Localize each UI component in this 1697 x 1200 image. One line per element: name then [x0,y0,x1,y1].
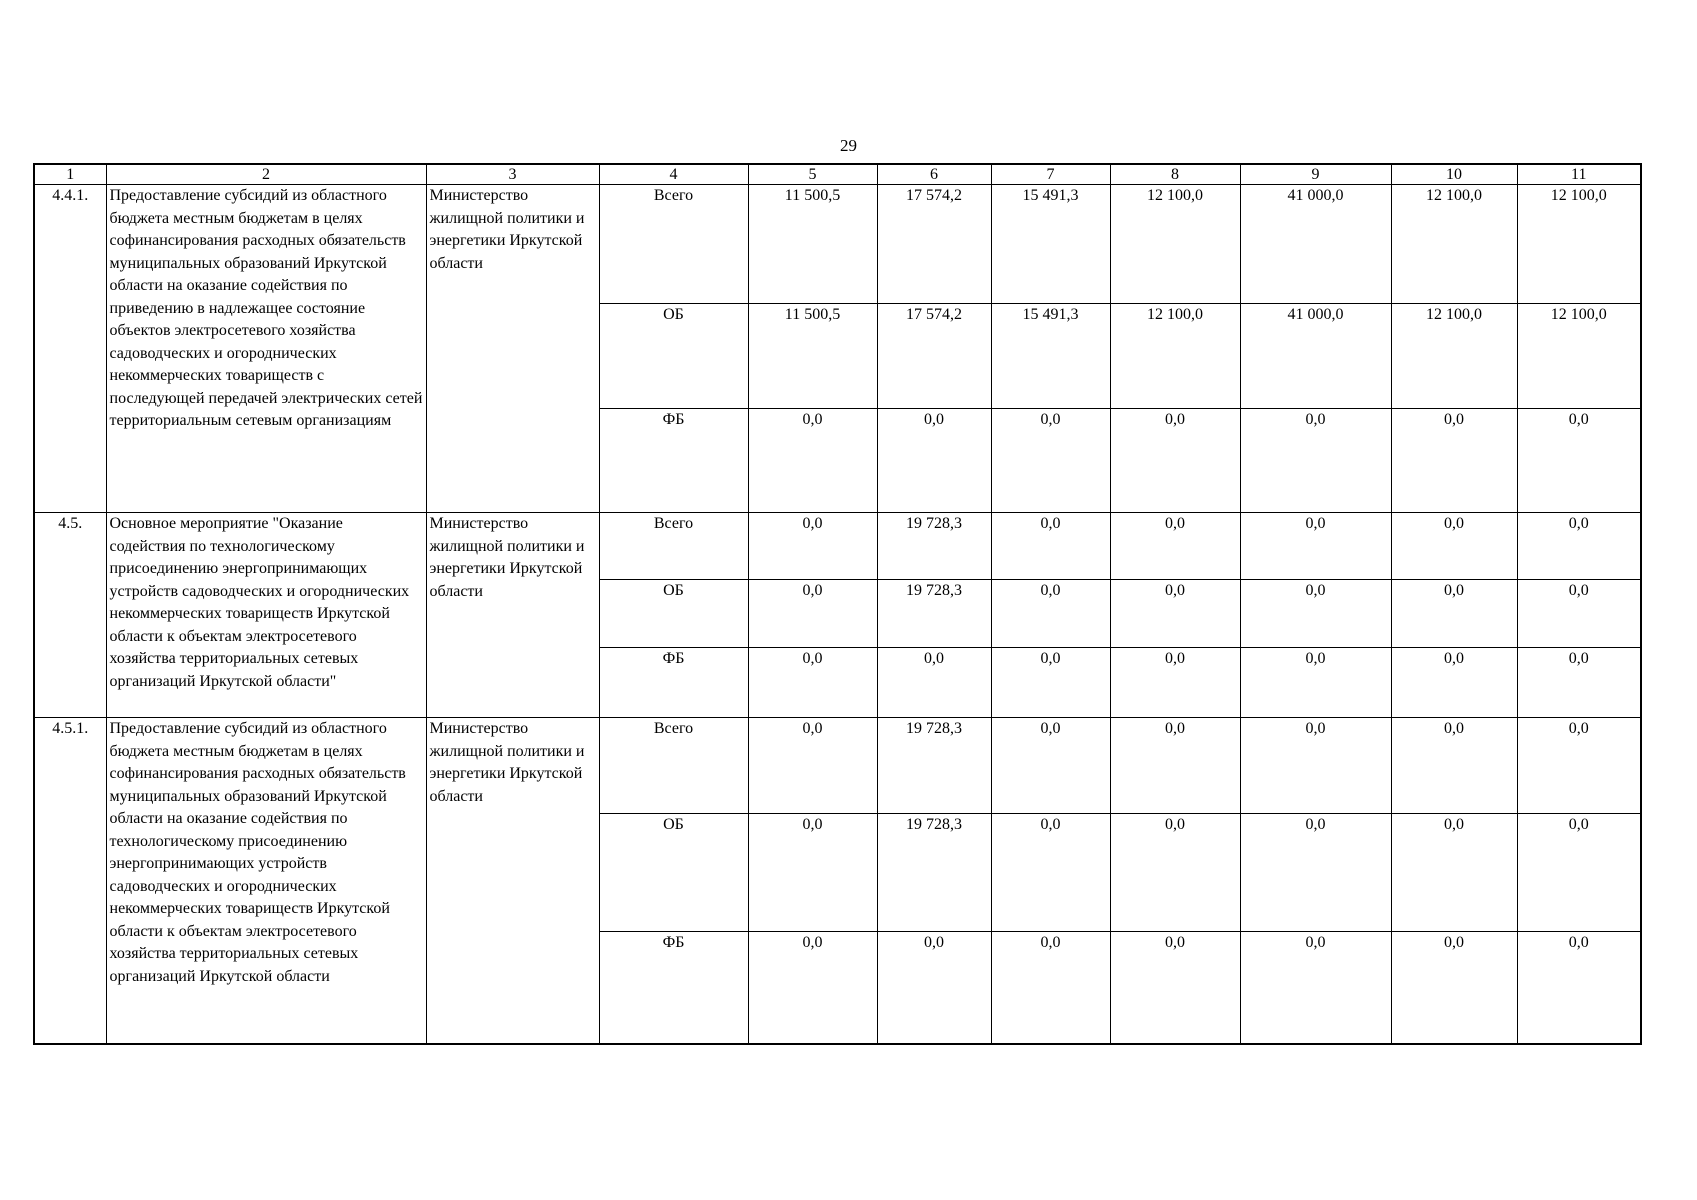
value-cell: 0,0 [1391,648,1517,718]
value-cell: 0,0 [1110,718,1240,814]
value-cell: 0,0 [1517,580,1641,648]
value-cell: 15 491,3 [991,185,1110,304]
value-cell: 19 728,3 [877,580,991,648]
value-cell: 0,0 [1240,718,1391,814]
value-cell: 0,0 [1240,580,1391,648]
value-cell: 0,0 [1391,513,1517,580]
column-header: 3 [426,164,599,185]
value-cell: 0,0 [1517,718,1641,814]
value-cell: 0,0 [991,409,1110,513]
column-header: 5 [748,164,877,185]
value-cell: 0,0 [1517,409,1641,513]
value-cell: 0,0 [1391,580,1517,648]
value-cell: 0,0 [1517,648,1641,718]
value-cell: 0,0 [877,648,991,718]
value-cell: 0,0 [748,409,877,513]
funding-source: Всего [599,185,748,304]
value-cell: 11 500,5 [748,185,877,304]
value-cell: 17 574,2 [877,185,991,304]
funding-source: ФБ [599,932,748,1044]
value-cell: 0,0 [1517,513,1641,580]
value-cell: 0,0 [991,814,1110,932]
value-cell: 0,0 [1110,580,1240,648]
value-cell: 19 728,3 [877,718,991,814]
value-cell: 0,0 [877,409,991,513]
value-cell: 0,0 [748,718,877,814]
funding-source: Всего [599,513,748,580]
item-number: 4.5. [34,513,106,718]
value-cell: 0,0 [1110,513,1240,580]
value-cell: 0,0 [748,814,877,932]
value-cell: 0,0 [1110,814,1240,932]
column-header: 2 [106,164,426,185]
value-cell: 0,0 [748,580,877,648]
value-cell: 19 728,3 [877,513,991,580]
funding-source: ОБ [599,304,748,409]
table-row [34,185,1641,304]
table-row [34,513,1641,580]
value-cell: 0,0 [1517,814,1641,932]
value-cell: 12 100,0 [1517,185,1641,304]
value-cell: 0,0 [1391,409,1517,513]
value-cell: 0,0 [991,648,1110,718]
value-cell: 0,0 [991,580,1110,648]
header-row [34,164,1641,185]
column-header: 11 [1517,164,1641,185]
value-cell: 0,0 [1110,648,1240,718]
item-description: Предоставление субсидий из областного бюджета местным бюджетам в целях софинансирования расходных обязательств муниципальных образований Иркутской области на оказание содействия по приведению в надлежащее состояние объектов электросетевого хозяйства садоводческих и огороднических некоммерческих товариществ с последующей передачей электрических сетей территориальным сетевым организациям [106,185,426,513]
value-cell: 0,0 [748,932,877,1044]
column-header: 1 [34,164,106,185]
value-cell: 12 100,0 [1517,304,1641,409]
column-header: 10 [1391,164,1517,185]
column-header: 9 [1240,164,1391,185]
value-cell: 12 100,0 [1110,185,1240,304]
column-header: 8 [1110,164,1240,185]
value-cell: 0,0 [991,718,1110,814]
value-cell: 12 100,0 [1391,304,1517,409]
value-cell: 0,0 [1110,932,1240,1044]
item-executor: Министерство жилищной политики и энергетики Иркутской области [426,513,599,718]
value-cell: 0,0 [748,513,877,580]
value-cell: 19 728,3 [877,814,991,932]
value-cell: 0,0 [1240,814,1391,932]
page-number: 29 [840,136,857,155]
value-cell: 0,0 [1240,409,1391,513]
budget-table [33,163,1642,1045]
value-cell: 0,0 [1391,932,1517,1044]
value-cell: 41 000,0 [1240,185,1391,304]
value-cell: 0,0 [1391,718,1517,814]
value-cell: 0,0 [1240,648,1391,718]
funding-source: ФБ [599,648,748,718]
item-description: Основное мероприятие "Оказание содействия по технологическому присоединению энергопринимающих устройств садоводческих и огороднических некоммерческих товариществ Иркутской области к объектам электросетевого хозяйства территориальных сетевых организаций Иркутской области" [106,513,426,718]
value-cell: 12 100,0 [1391,185,1517,304]
value-cell: 0,0 [748,648,877,718]
value-cell: 0,0 [991,932,1110,1044]
item-executor: Министерство жилищной политики и энергетики Иркутской области [426,185,599,513]
funding-source: ОБ [599,580,748,648]
column-header: 4 [599,164,748,185]
item-number: 4.5.1. [34,718,106,1044]
value-cell: 12 100,0 [1110,304,1240,409]
value-cell: 0,0 [1517,932,1641,1044]
table-row [34,718,1641,814]
item-executor: Министерство жилищной политики и энергетики Иркутской области [426,718,599,1044]
value-cell: 0,0 [1240,932,1391,1044]
value-cell: 15 491,3 [991,304,1110,409]
item-number: 4.4.1. [34,185,106,513]
value-cell: 0,0 [991,513,1110,580]
value-cell: 11 500,5 [748,304,877,409]
funding-source: Всего [599,718,748,814]
value-cell: 0,0 [1110,409,1240,513]
column-header: 6 [877,164,991,185]
value-cell: 17 574,2 [877,304,991,409]
funding-source: ОБ [599,814,748,932]
value-cell: 41 000,0 [1240,304,1391,409]
column-header: 7 [991,164,1110,185]
value-cell: 0,0 [1391,814,1517,932]
item-description: Предоставление субсидий из областного бюджета местным бюджетам в целях софинансирования расходных обязательств муниципальных образований Иркутской области на оказание содействия по технологическому присоединению энергопринимающих устройств садоводческих и огороднических некоммерческих товариществ Иркутской области к объектам электросетевого хозяйства территориальных сетевых организаций Иркутской области [106,718,426,1044]
value-cell: 0,0 [877,932,991,1044]
funding-source: ФБ [599,409,748,513]
value-cell: 0,0 [1240,513,1391,580]
